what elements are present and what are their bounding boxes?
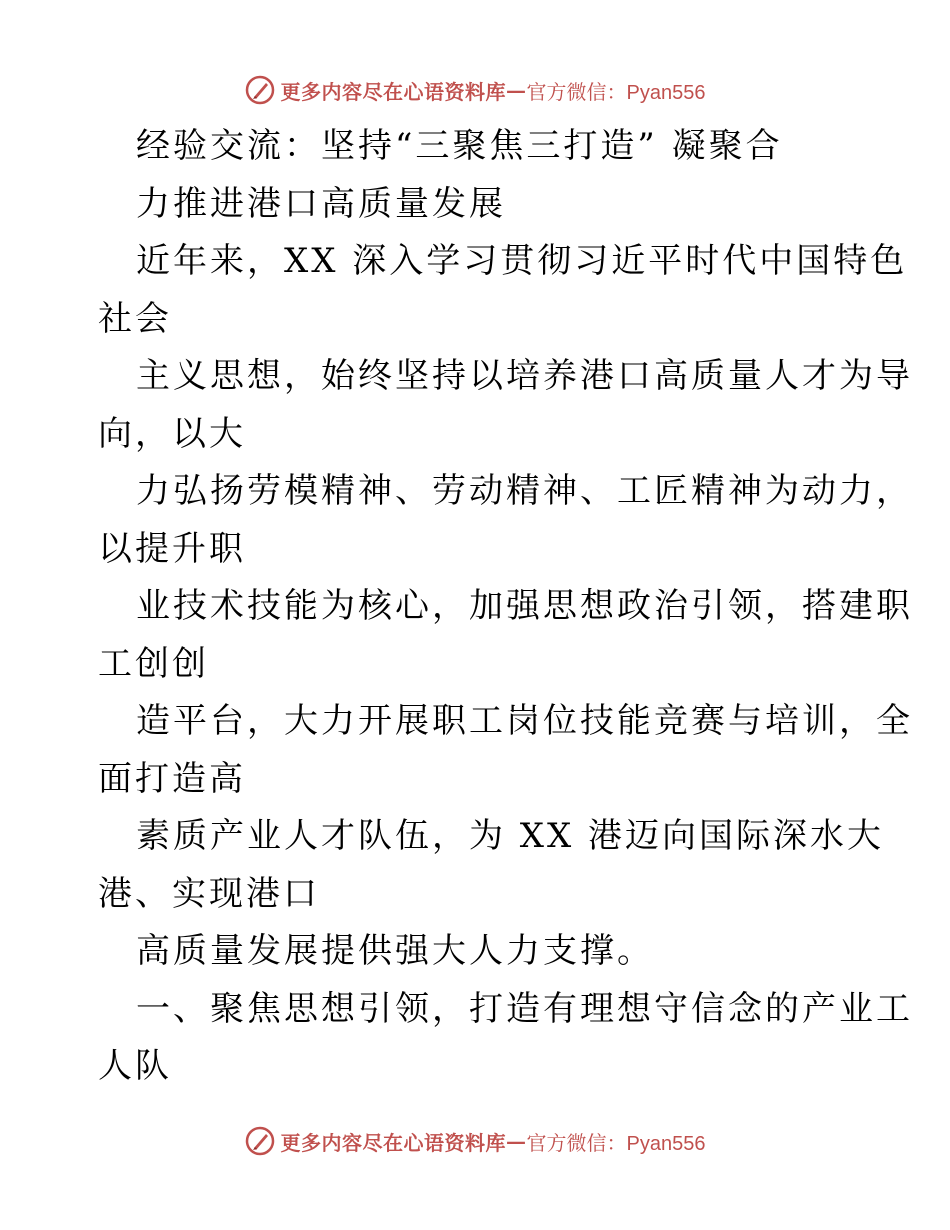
header-watermark [0,70,950,110]
title-line-1: 经验交流：坚持“三聚焦三打造” 凝聚合 [136,126,783,166]
section-heading-line: 一、聚焦思想引领，打造有理想守信念的产业工 [136,988,913,1029]
document-body [98,118,913,1096]
paragraph-line: 素质产业人才队伍，为 XX 港迈向国际深水大 [136,816,885,856]
paragraph-line: 高质量发展提供强大人力支撑。 [136,931,654,971]
paragraph-line: 港、实现港口 [98,873,320,914]
watermark-site-text: 更多内容尽在心语资料库 [280,1130,507,1155]
watermark-site-text: 更多内容尽在心语资料库 [280,79,507,104]
paragraph-line: 造平台，大力开展职工岗位技能竞赛与培训，全 [136,701,913,741]
quill-logo-icon [245,75,275,105]
quill-logo-icon [245,1126,275,1156]
footer-watermark [0,1121,950,1161]
paragraph-line: 工创创 [98,643,209,684]
paragraph-line: 力弘扬劳模精神、劳动精神、工匠精神为动力， [136,471,913,511]
watermark-dash: — [506,78,527,102]
paragraph-line: 业技术技能为核心，加强思想政治引领，搭建职 [136,586,913,626]
paragraph-line: 向，以大 [98,413,246,454]
paragraph-line: 社会 [98,298,172,339]
section-heading-line: 人队 [98,1046,172,1086]
title-line-2: 力推进港口高质量发展 [136,183,506,224]
paragraph-line: 近年来，XX 深入学习贯彻习近平时代中国特色 [136,241,908,281]
watermark-wechat-text: 官方微信：Pyan556 [526,81,706,104]
watermark-wechat-text: 官方微信：Pyan556 [526,1132,706,1155]
paragraph-line: 以提升职 [98,528,246,569]
watermark-dash: — [506,1129,527,1153]
paragraph-line: 主义思想，始终坚持以培养港口高质量人才为导 [136,356,913,396]
paragraph-line: 面打造高 [98,758,246,799]
